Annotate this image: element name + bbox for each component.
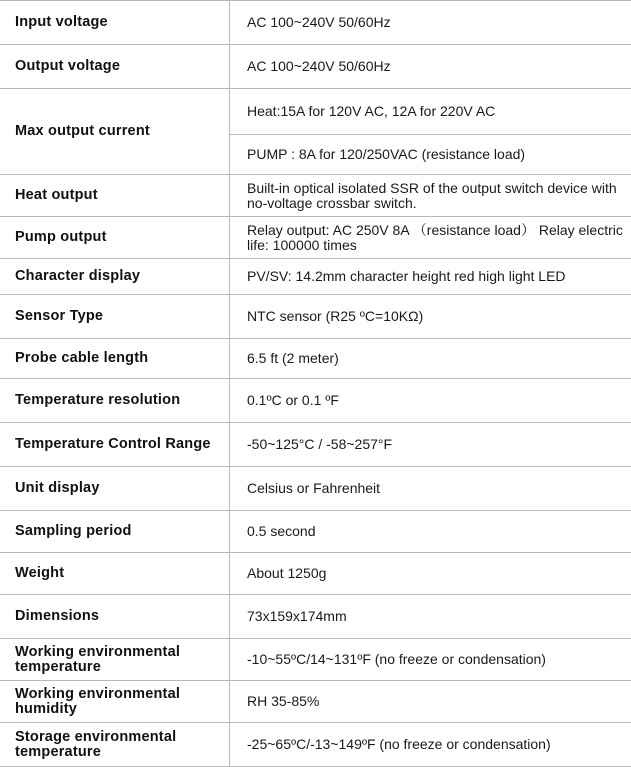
spec-value: RH 35-85% [230,681,631,723]
spec-value: -25~65ºC/-13~149ºF (no freeze or condensation) [230,723,631,767]
spec-row [0,511,631,553]
spec-key: Sampling period [0,511,230,553]
spec-table-body [0,1,631,767]
spec-key: Storage environmental temperature [0,723,230,767]
spec-key: Temperature Control Range [0,423,230,467]
spec-row [0,1,631,45]
spec-key: Pump output [0,217,230,259]
spec-value: AC 100~240V 50/60Hz [230,1,631,45]
spec-value: About 1250g [230,553,631,595]
spec-value: AC 100~240V 50/60Hz [230,45,631,89]
spec-key: Heat output [0,175,230,217]
spec-value: 0.5 second [230,511,631,553]
spec-row [0,339,631,379]
spec-value: PV/SV: 14.2mm character height red high light LED [230,259,631,295]
spec-row [0,379,631,423]
spec-row [0,639,631,681]
spec-row [0,175,631,217]
spec-key: Weight [0,553,230,595]
spec-value: NTC sensor (R25 ºC=10KΩ) [230,295,631,339]
spec-row [0,295,631,339]
spec-key: Output voltage [0,45,230,89]
spec-row [0,595,631,639]
spec-row [0,553,631,595]
spec-row [0,217,631,259]
spec-row [0,423,631,467]
spec-value: Heat:15A for 120V AC, 12A for 220V AC [230,89,631,135]
spec-row [0,723,631,767]
spec-row [0,45,631,89]
spec-key: Max output current [0,89,230,175]
spec-key: Dimensions [0,595,230,639]
spec-row [0,681,631,723]
spec-value: Built-in optical isolated SSR of the output switch device with no-voltage crossbar switch. [230,175,631,217]
spec-value: -10~55ºC/14~131ºF (no freeze or condensation) [230,639,631,681]
spec-value: -50~125°C / -58~257°F [230,423,631,467]
spec-key: Working environmental temperature [0,639,230,681]
spec-row [0,259,631,295]
spec-value: 73x159x174mm [230,595,631,639]
spec-key: Probe cable length [0,339,230,379]
spec-row [0,89,631,135]
spec-key: Sensor Type [0,295,230,339]
spec-value: Relay output: AC 250V 8A （resistance load） Relay electric life: 100000 times [230,217,631,259]
spec-row [0,467,631,511]
spec-key: Character display [0,259,230,295]
spec-value: 6.5 ft (2 meter) [230,339,631,379]
spec-key: Unit display [0,467,230,511]
spec-key: Working environmental humidity [0,681,230,723]
spec-key: Input voltage [0,1,230,45]
spec-value: PUMP : 8A for 120/250VAC (resistance load) [230,135,631,175]
spec-value: Celsius or Fahrenheit [230,467,631,511]
spec-value: 0.1ºC or 0.1 ºF [230,379,631,423]
spec-key: Temperature resolution [0,379,230,423]
